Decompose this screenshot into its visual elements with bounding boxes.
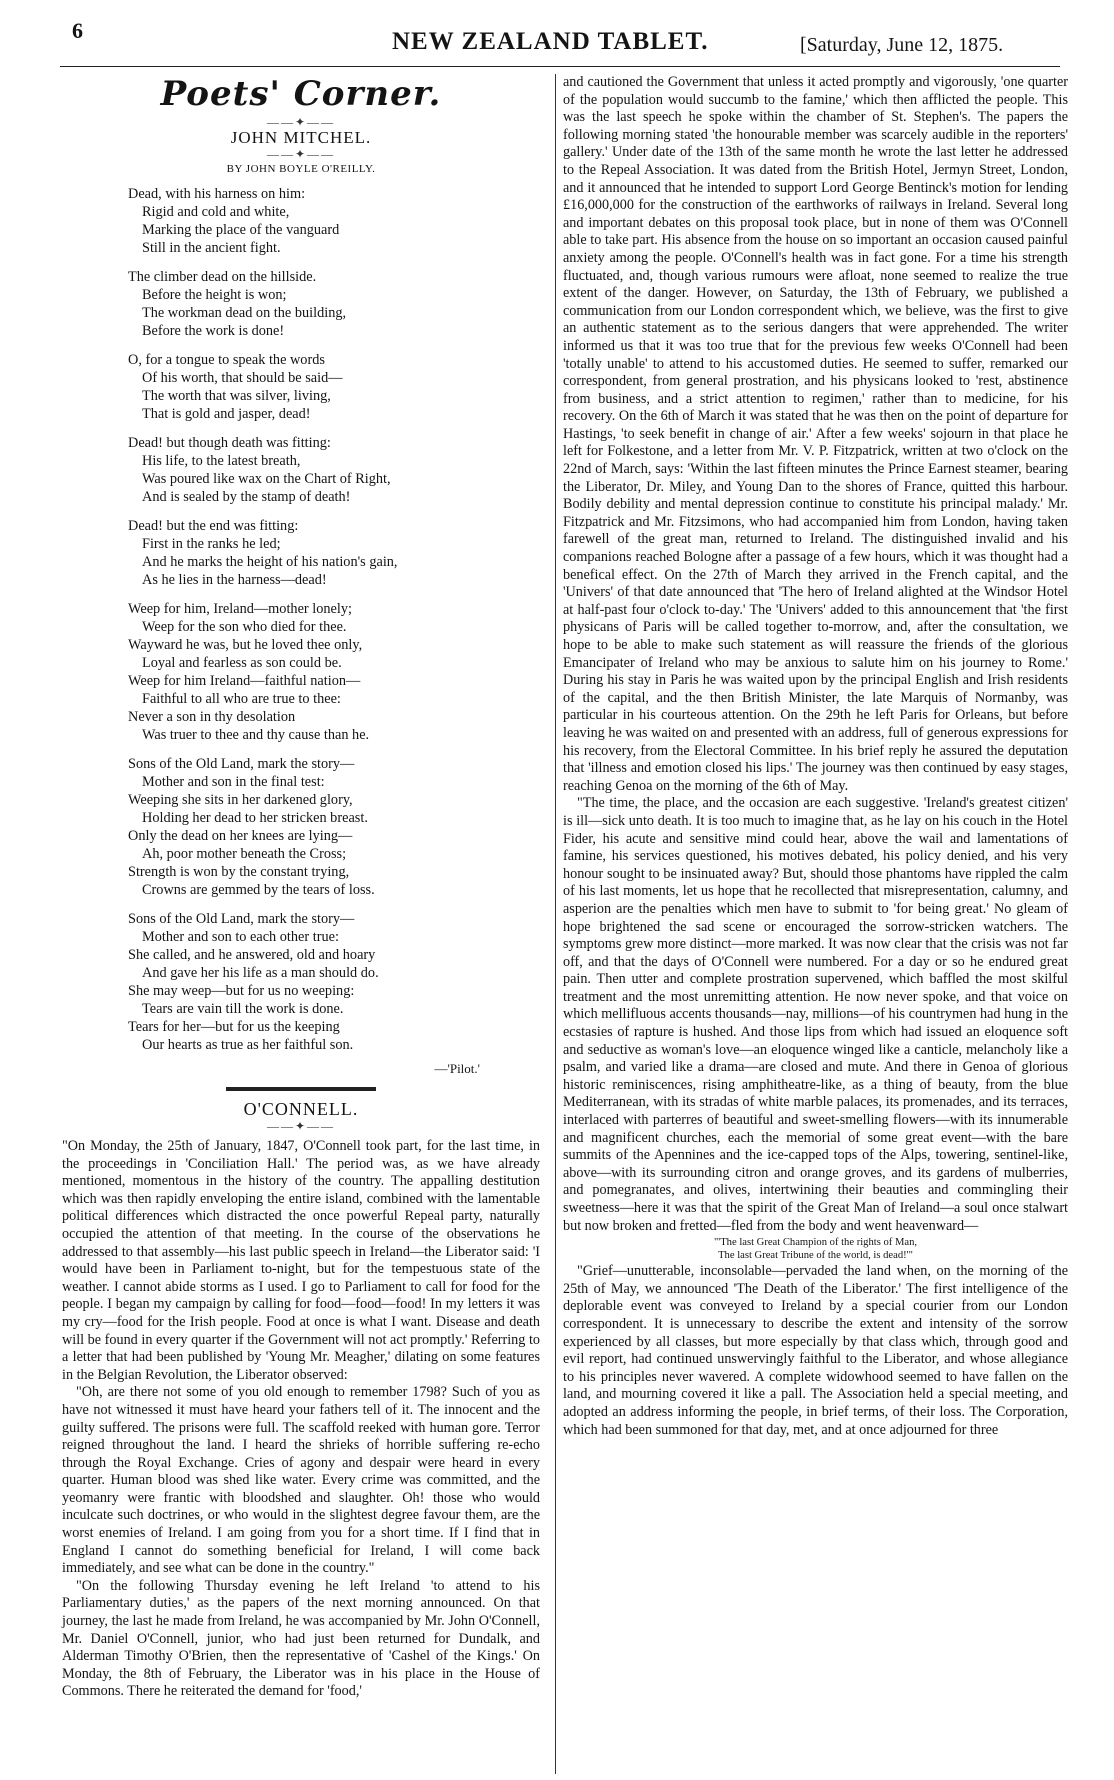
poem-line: O, for a tongue to speak the words [128, 352, 325, 368]
poem-stanza [128, 268, 540, 340]
poem-line: Tears for her—but for us the keeping [128, 1019, 340, 1035]
issue-date: [Saturday, June 12, 1875. [800, 34, 1004, 56]
right-column [563, 74, 1068, 1439]
poem-line: First in the ranks he led; [142, 536, 281, 552]
masthead: NEW ZEALAND TABLET. [392, 28, 709, 55]
poem-title: JOHN MITCHEL. [230, 128, 372, 147]
ornament-divider: ——✦—— [266, 1119, 336, 1133]
paragraph: "Grief—unutterable, inconsolable—pervaded the land when, on the morning of the 25th of May, we announced 'The Death of the Liberator.' The first intelligence of the deplorable event was conveyed to Ireland by a special courier from our London correspondent. It is unnecessary to describe the extent and intensity of the sorrow experienced by all classes, but more especially by that class which, through good and evil report, had continued unswervingly faithful to the Liberator, and whose allegiance to his principles never wavered. A complete widowhood seemed to have fallen on the land, and mourning covered it like a pall. The Association held a special meeting, and adopted an address informing the people, in brief terms, of their loss. The Corporation, which had been summoned for that day, met, and at once adjourned for three [563, 1263, 1068, 1438]
poem-line: Crowns are gemmed by the tears of loss. [142, 882, 375, 898]
poem-stanza [128, 351, 540, 423]
poem-line: Wayward he was, but he loved thee only, [128, 637, 363, 653]
page-number: 6 [72, 18, 83, 43]
poem-line: And he marks the height of his nation's gain, [142, 554, 398, 570]
poem-line: Faithful to all who are true to thee: [142, 691, 341, 707]
poem-line: Never a son in thy desolation [128, 709, 296, 725]
poem-line: His life, to the latest breath, [142, 453, 301, 469]
poem-line: Still in the ancient fight. [142, 240, 281, 256]
poem-line: Sons of the Old Land, mark the story— [128, 911, 355, 927]
paragraph: "The time, the place, and the occasion are each suggestive. 'Ireland's greatest citizen' is ill—sick unto death. It is too much to imagine that, as he lay on his couch in the Hotel Fider, his acute and sensitive mind could hear, above the wail and lamentations of famine, his services questioned, his motives debated, his policy denied, and his very honour sought to be insinuated away? But, should those phantoms have rippled the calm of his last moments, let us hope that he recollected that misrepresentation, calumny, and asperion are the penalties which men have to submit to 'for being great.' No gleam of hope brightened the sad scene or encouraged the sorrow-stricken watchers. The symptoms grew more distinct—more marked. It was now clear that the crisis was not far off, and that the days of O'Connell were numbered. For a day or so he endured great pain. Then utter and complete prostration supervened, which baffled the most skilful treatment and the most unremitting attention. He now never spoke, and that voice on which mellifluous accents thousands—nay, millions—of his countrymen had hung in the ecstasies of rapture is hushed. And those lips from which had issued an eloquence soft and seductive as woman's love—an eloquence winged like a canticle, melancholy like a psalm, and varied like a drama—are closed and mute. And there in Genoa of glorious historic reminiscences, rising amphitheatre-like, as a thing of beauty, from the blue Mediterranean, with its stradas of white marble palaces, its promenades, and its terraces, interlaced with parterres of beautiful and sweet-smelling flowers—with its innumerable and magnificent churches, each the memorial of some great event—with the bare summits of the Apennines and the ice-capped tops of the Alps, towering, sentinel-like, above—with its surrounding citron and orange groves, and its gardens of mulberries, and pomegranates, and olives, intertwining their beauties and commingling their sweetness—here it was that the spirit of the Great Man of Ireland—a soul once stalwart but now broken and fretted—fled from the body and went heavenward— [563, 795, 1068, 1234]
poem-line: As he lies in the harness—dead! [142, 572, 327, 588]
poem-line: Tears are vain till the work is done. [142, 1001, 344, 1017]
poem-line: And gave her his life as a man should do. [142, 965, 379, 981]
poem-line: Only the dead on her knees are lying— [128, 828, 353, 844]
poem-line: Before the height is won; [142, 287, 287, 303]
poem-line: Was poured like wax on the Chart of Right, [142, 471, 391, 487]
page-header [0, 18, 1114, 68]
poem-line: Weep for him Ireland—faithful nation— [128, 673, 361, 689]
poem-stanza [128, 517, 540, 589]
poem-credit: —'Pilot.' [434, 1061, 480, 1076]
poem-line: Sons of the Old Land, mark the story— [128, 756, 355, 772]
column-divider [555, 74, 556, 1774]
poem-line: Holding her dead to her stricken breast. [142, 810, 368, 826]
article-text-right [563, 74, 1068, 1439]
article-separator [226, 1087, 376, 1091]
poem-line: Mother and son in the final test: [142, 774, 325, 790]
poem-line: Our hearts as true as her faithful son. [142, 1037, 354, 1053]
poem-line: Weep for him, Ireland—mother lonely; [128, 601, 352, 617]
poem-line: That is gold and jasper, dead! [142, 406, 311, 422]
article-title: O'CONNELL. [243, 1099, 359, 1119]
quotation [563, 1236, 1068, 1262]
poem-line: The worth that was silver, living, [142, 388, 331, 404]
poem-line: And is sealed by the stamp of death! [142, 489, 351, 505]
poem-stanza [128, 600, 540, 744]
poem-line: Mother and son to each other true: [142, 929, 339, 945]
poem-line: Dead, with his harness on him: [128, 186, 306, 202]
poem-line: Weep for the son who died for thee. [142, 619, 347, 635]
paragraph: "On Monday, the 25th of January, 1847, O'Connell took part, for the last time, in the proceedings in 'Conciliation Hall.' The period was, as we have already mentioned, momentous in the history of the country. The appalling destitution which was then rapidly enveloping the entire island, combined with the lamentable political differences which distracted the once powerful Repeal party, naturally occupied the attention of that meeting. In the course of the observations he addressed to that assembly—his last public speech in Ireland—the Liberator said: 'I would have been in Parliament to-night, but for the tempestuous state of the weather. I cannot abide storms as I used. I go to Parliament to call for food for the people. I began my campaign by calling for food—food—food! In my letters it was my cry—food for the Irish people. Food at once is what I want. Disease and death will be found in every quarter if the Government will not act promptly.' Referring to a letter that had been published by 'Young Mr. Meagher,' dilating on some features in the Belgian Revolution, the Liberator observed: [62, 1138, 540, 1383]
ornament-divider: ——✦—— [266, 115, 336, 129]
quote-line: The last Great Tribune of the world, is dead!'" [718, 1250, 913, 1262]
poem-stanza [128, 434, 540, 506]
poem-line: Weeping she sits in her darkened glory, [128, 792, 353, 808]
poem-line: Loyal and fearless as son could be. [142, 655, 342, 671]
paragraph: "Oh, are there not some of you old enough to remember 1798? Such of you as have not witnessed it must have heard your fathers tell of it. The innocent and the guilty suffered. The prisons were full. The scaffold reeked with human gore. Terror reigned throughout the land. I heard the shrieks of horrible suffering re-echo through the Royal Exchange. Cries of agony and despair were heard in every quarter. Human blood was shed like water. Every crime was committed, and the yeomanry were frantic with bloodshed and slaughter. Oh! those who would inculcate such doctrines, or who would in the slightest degree favour them, are the worst enemies of Ireland. I am going from you for a short time. If I find that in England I cannot do something beneficial for Ireland, I will come back immediately, and see what can be done in the country." [62, 1384, 540, 1577]
poem-stanza [128, 910, 540, 1054]
poem-byline: BY JOHN BOYLE O'REILLY. [226, 163, 376, 175]
paragraph: "On the following Thursday evening he left Ireland 'to attend to his Parliamentary duties,' as the papers of the next morning announced. On that journey, the last he made from Ireland, he was accompanied by Mr. John O'Connell, Mr. Daniel O'Connell, junior, who had just been returned for Dundalk, and Alderman Timothy O'Brien, then the representative of 'Cashel of the Kings.' On Monday, the 8th of February, the Liberator was in his place in the House of Commons. There he reiterated the demand for 'food,' [62, 1577, 540, 1700]
left-column [62, 74, 540, 1701]
poem-line: Dead! but though death was fitting: [128, 435, 331, 451]
paragraph: and cautioned the Government that unless it acted promptly and vigorously, 'one quarter of the population would succumb to the famine,' which then afflicted the people. This was the last speech he spoke within the chamber of St. Stephen's. The papers the following morning stated 'the honourable member was scarcely audible in the reporters' gallery.' Under date of the 13th of the same month he wrote the last letter he addressed to the Repeal Association. It was dated from the British Hotel, Jermyn Street, London, and it announced that he intended to support Lord George Bentinck's motion for lending £16,000,000 for the construction of the earthworks of railways in Ireland. Several long and important debates on this proposal took place, but in none of them was O'Connell able to take part. His absence from the house on so important an occasion caused painful anxiety among the people. O'Connell's health was in fact gone. For a time his strength fluctuated, and, though various rumours were afloat, none seemed to realize the true extent of the danger. However, on Saturday, the 13th of February, we published a communication from our London correspondent which, we believe, was the first to give an authentic statement as to the serious dangers that were apprehended. The writer informed us that it was too true that for the previous few weeks O'Connell had been 'totally unable' to attend to his accustomed duties. He seemed to suffer, remarked our correspondent, from general prostration, and his physicans looked to 'rest, abstinence from business, and a strict attention to regimen,' rather than to medicine, for his recovery. On the 6th of March it was stated that he was then on the point of departure for Hastings, 'to seek benefit in change of air.' After a few weeks' sojourn in that place he left for Folkestone, and a letter from Mr. V. P. Fitzpatrick, written at two o'clock on the 22nd of March, says: 'Within the last fifteen minutes the Prince Earnest steamer, bearing the Liberator, Dr. Miley, and Young Dan to the shores of France, quitted this harbour. Bodily debility and mental depression continue to constitute his principal malady.' Mr. Fitzpatrick and Mr. Fitzsimons, who had accompanied him from London, having taken farewell of the great man, returned to Ireland. The distinguished invalid and his companions reached Bologne after a passage of a few hours, which it was thought had a benefical effect. On the 27th of March they arrived in the French capital, and the 'Univers' of that date announced that 'The hero of Ireland alighted at the Windsor Hotel at half-past four o'clock to-day.' The 'Univers' added to this announcement that 'the first physicans of Paris will be called together to-morrow, and, after the consultation, we hope to be able to make such statement as will reassure the friends of the glorious Emancipater of Ireland who may be anxious to salute him on his journey to Rome.' During his stay in Paris he was waited upon by the principal English and Irish residents of the capital, and the then British Minister, the late Marquis of Normanby, was particular in his courteous attention. On the 29th he left Paris for Orleans, but before leaving he was waited on and presented with an address, full of generous expressions for his recovery, from the Electoral Committee. In his brief reply he assured the deputation that 'illness and emotion closed his lips.' The journey was then continued by easy stages, reaching Genoa on the morning of the 6th of May. [563, 74, 1068, 794]
section-title: Poets' Corner. [160, 74, 442, 114]
poem-line: Dead! but the end was fitting: [128, 518, 299, 534]
poem-line: Rigid and cold and white, [142, 204, 290, 220]
poem-line: The workman dead on the building, [142, 305, 347, 321]
poem-stanza [128, 185, 540, 257]
quote-line: "'The last Great Champion of the rights of Man, [713, 1237, 918, 1249]
poem-line: Strength is won by the constant trying, [128, 864, 350, 880]
poem-body [62, 185, 540, 1054]
poem-line: The climber dead on the hillside. [128, 269, 317, 285]
article-text-left [62, 1138, 540, 1701]
header-rule [60, 66, 1060, 67]
poem-line: Before the work is done! [142, 323, 285, 339]
poem-stanza [128, 755, 540, 899]
ornament-divider: ——✦—— [266, 147, 336, 161]
poem-line: She may weep—but for us no weeping: [128, 983, 355, 999]
poem-line: Ah, poor mother beneath the Cross; [142, 846, 347, 862]
poem-line: She called, and he answered, old and hoary [128, 947, 376, 963]
poem-line: Of his worth, that should be said— [142, 370, 343, 386]
poem-line: Marking the place of the vanguard [142, 222, 340, 238]
poem-line: Was truer to thee and thy cause than he. [142, 727, 370, 743]
